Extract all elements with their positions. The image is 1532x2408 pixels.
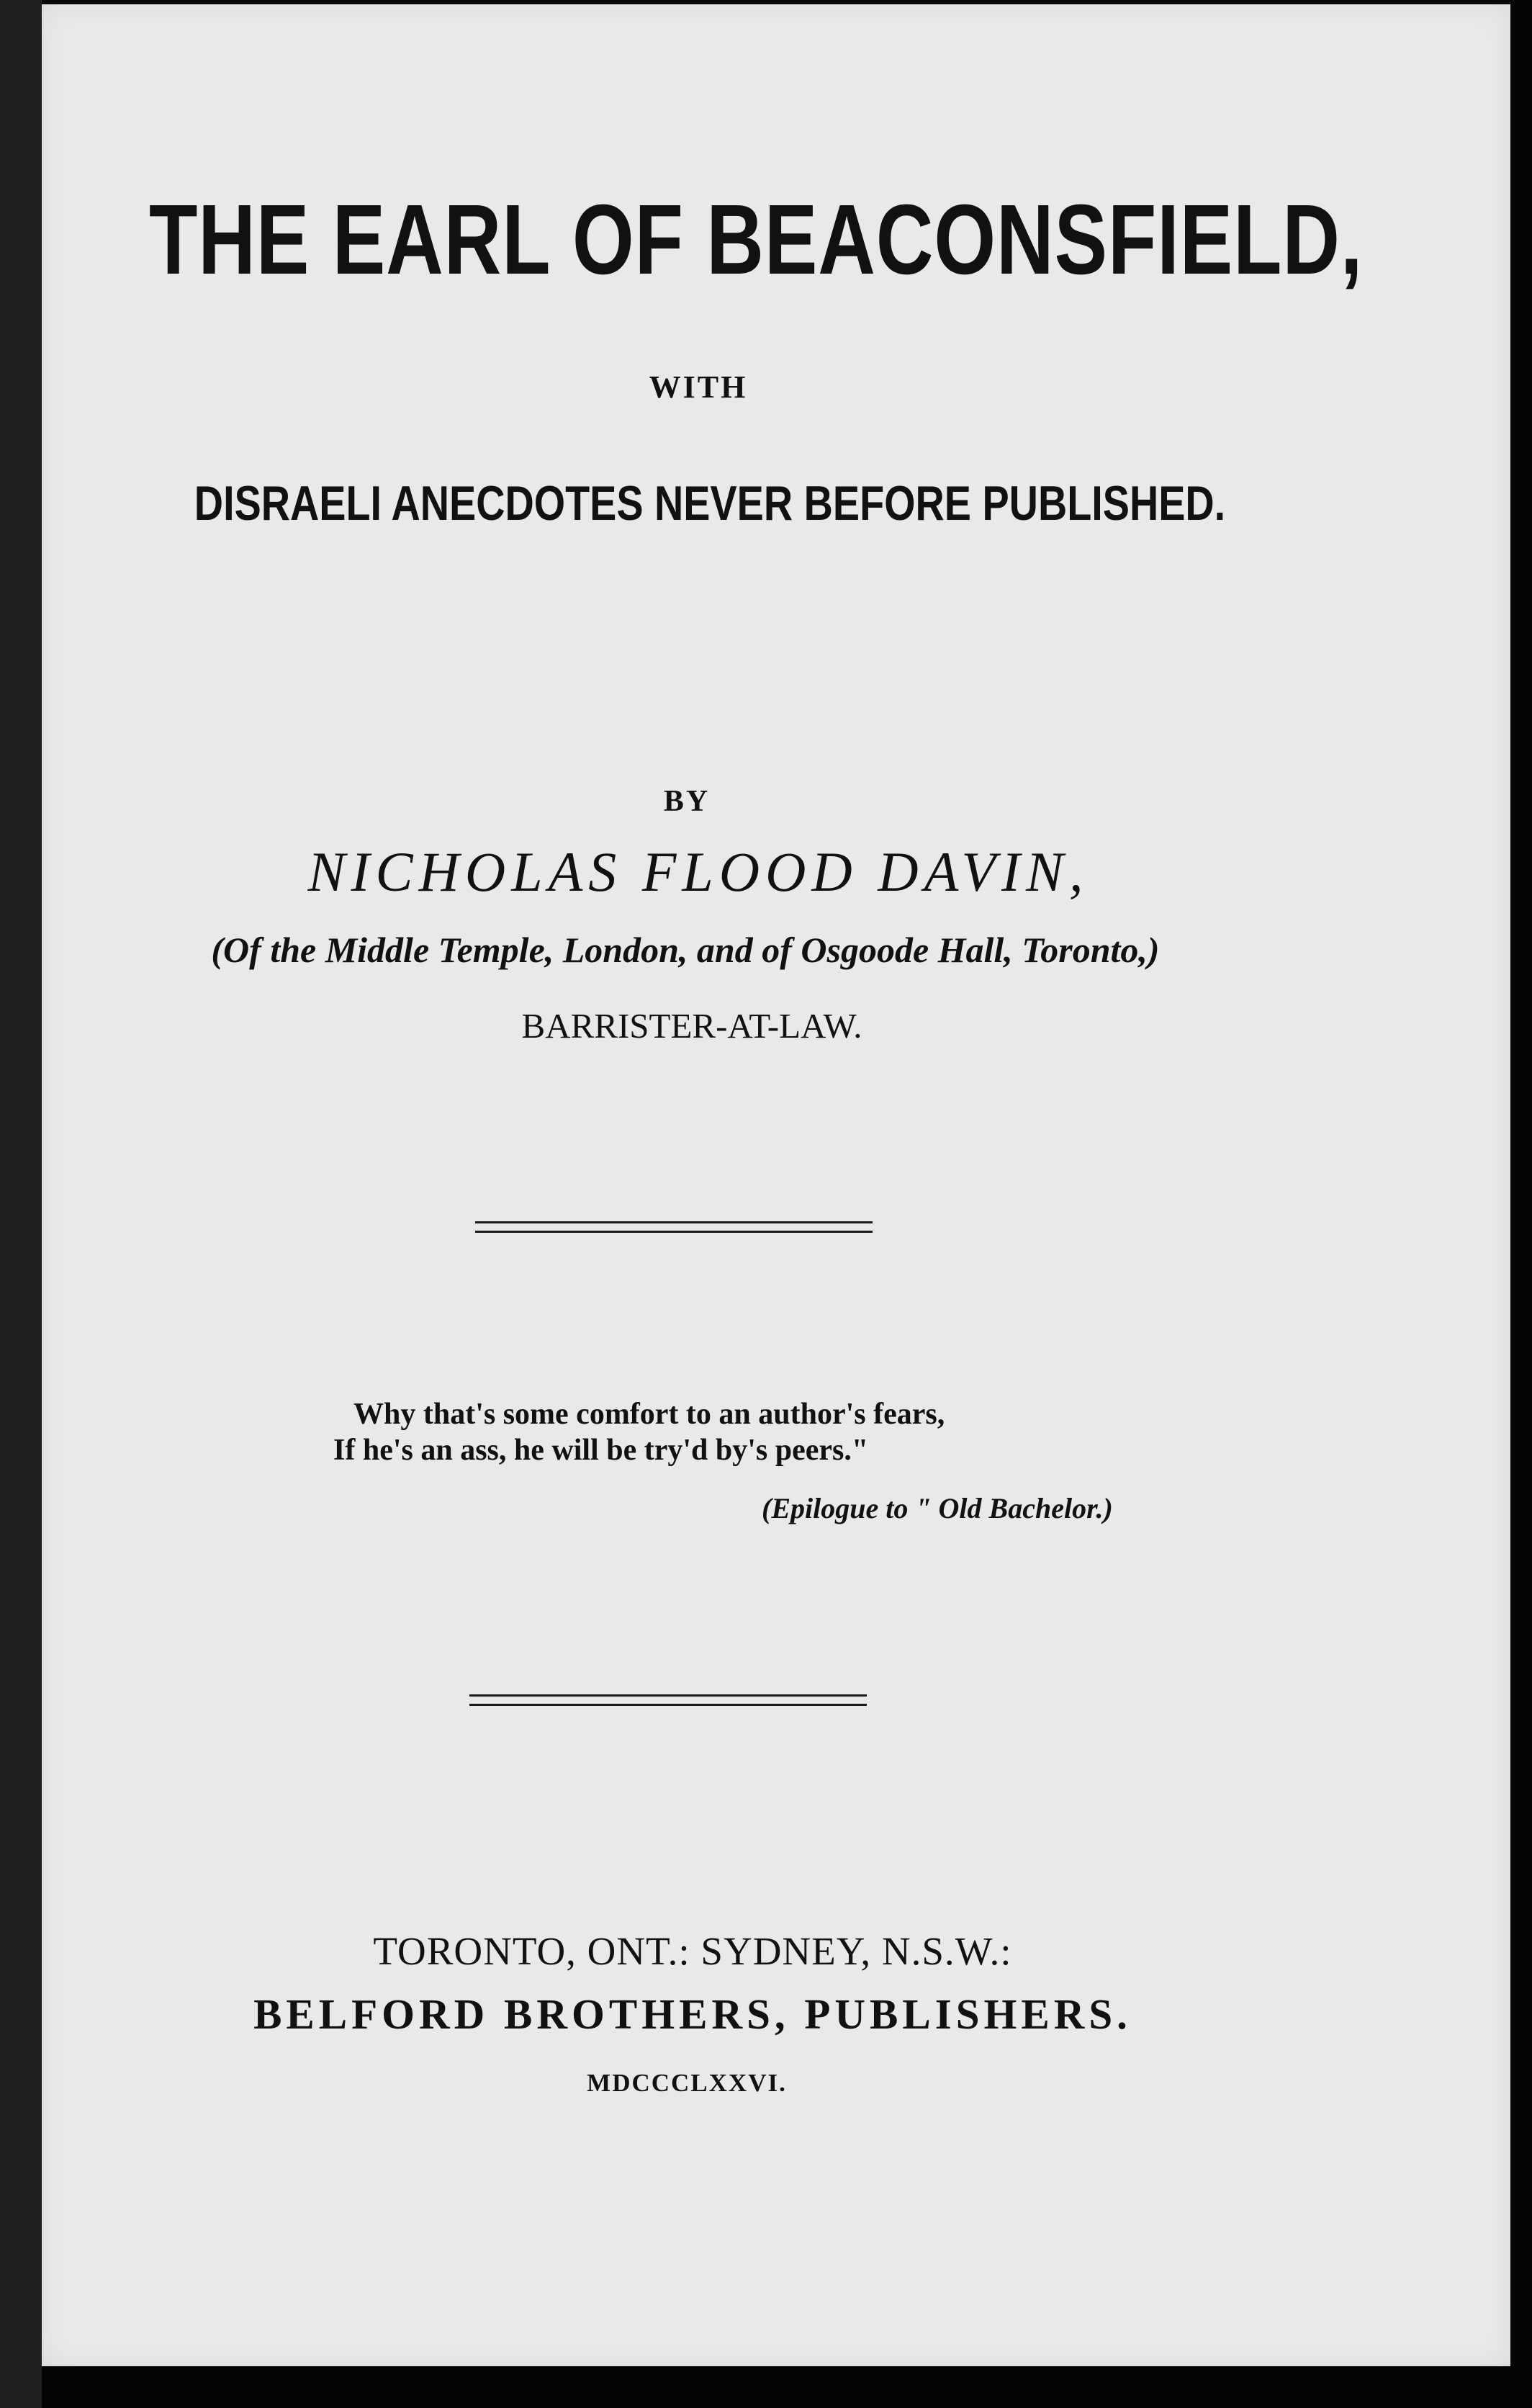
lower-rule-top	[469, 1694, 867, 1697]
title-page	[42, 4, 1510, 2366]
epigraph-attribution: (Epilogue to " Old Bachelor.)	[762, 1492, 1113, 1524]
page-edge-shadow	[0, 0, 42, 2408]
with-word: WITH	[649, 369, 748, 405]
lower-rule-bottom	[469, 1704, 867, 1706]
author-affiliation: (Of the Middle Temple, London, and of Osgoode Hall, Toronto,)	[211, 930, 1160, 970]
epigraph-line-2: If he's an ass, he will be try'd by's peers."	[333, 1434, 869, 1467]
by-word: BY	[663, 785, 711, 818]
epigraph	[333, 1396, 945, 1468]
author-name: NICHOLAS FLOOD DAVIN,	[307, 840, 1089, 903]
upper-rule-top	[475, 1221, 873, 1223]
book-title: THE EARL OF BEACONSFIELD,	[149, 184, 1364, 295]
imprint-year: MDCCCLXXVI.	[587, 2069, 787, 2097]
epigraph-line-1: Why that's some comfort to an author's fears,	[353, 1398, 945, 1431]
imprint-publisher: BELFORD BROTHERS, PUBLISHERS.	[253, 1990, 1132, 2038]
author-profession: BARRISTER-AT-LAW.	[521, 1006, 862, 1046]
imprint-places: TORONTO, ONT.: SYDNEY, N.S.W.:	[373, 1929, 1012, 1973]
upper-rule-bottom	[475, 1231, 873, 1233]
book-subtitle: DISRAELI ANECDOTES NEVER BEFORE PUBLISHED.	[194, 476, 1226, 531]
